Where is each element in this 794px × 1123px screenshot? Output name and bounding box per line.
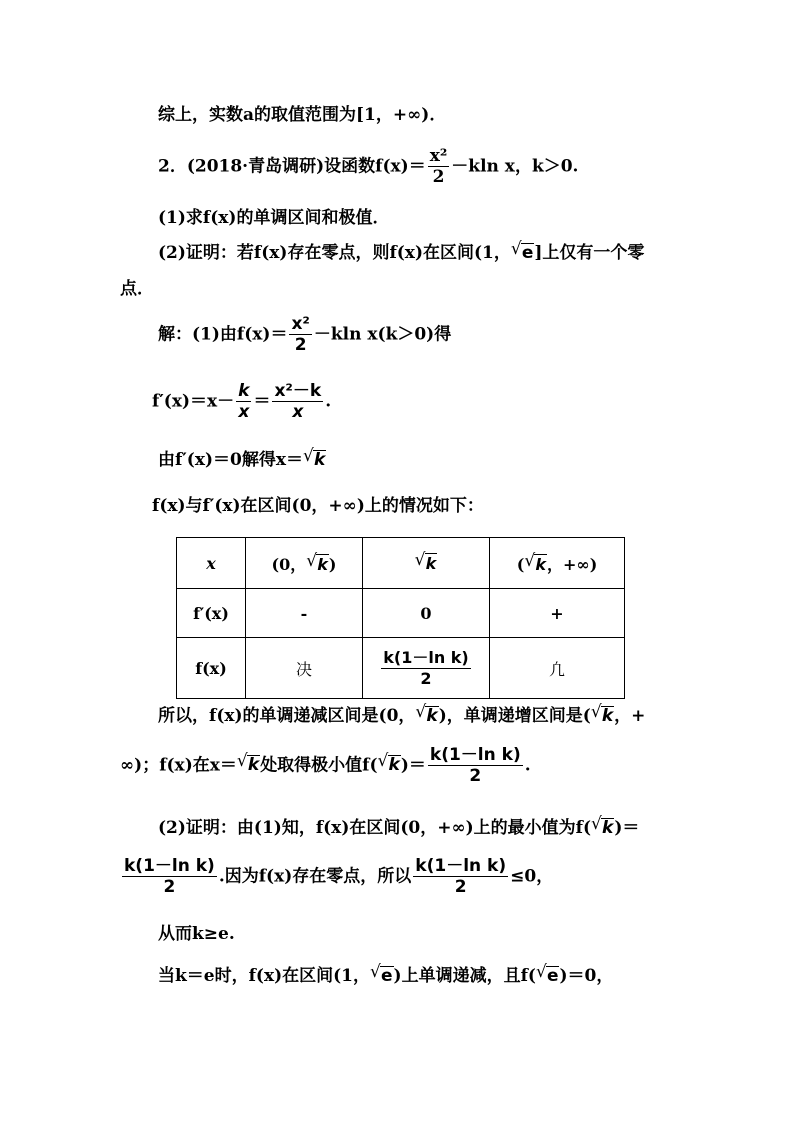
solution-5-radicand-2: k bbox=[601, 706, 614, 726]
solution-line-10 bbox=[158, 966, 613, 986]
solution-1-numerator: x² bbox=[291, 314, 310, 334]
table-header-interval-1-a: (0， bbox=[271, 554, 307, 574]
solution-line-2 bbox=[152, 381, 331, 423]
solution-1-part-a: 解：(1)由f(x)＝ bbox=[158, 324, 288, 345]
problem-2-tail: －kln x，k＞0. bbox=[451, 156, 579, 177]
table-header-interval-2 bbox=[490, 538, 625, 589]
problem-2-denominator: 2 bbox=[432, 167, 445, 188]
question-2-sqrt bbox=[512, 243, 535, 263]
solution-line-6 bbox=[120, 745, 531, 787]
table-increasing-symbol: 凢 bbox=[490, 638, 625, 699]
table-header-critical-point bbox=[363, 538, 490, 589]
solution-10-part-c: )＝0， bbox=[559, 966, 614, 986]
table-header-interval-2-a: ( bbox=[516, 554, 525, 574]
solution-8-part-a: .因为f(x)存在零点，所以 bbox=[218, 866, 412, 887]
table-header-row bbox=[177, 538, 625, 589]
solution-line-7 bbox=[158, 818, 639, 838]
table-header-interval-1-radicand: k bbox=[317, 554, 328, 574]
solution-10-radicand-2: e bbox=[546, 966, 559, 986]
problem-2-numerator: x² bbox=[429, 146, 448, 166]
problem-2-fraction bbox=[428, 146, 450, 188]
table-decreasing-symbol: 决 bbox=[246, 638, 363, 699]
solution-10-part-b: )上单调递减，且f( bbox=[393, 966, 536, 986]
solution-2-equals: ＝ bbox=[253, 391, 271, 412]
solution-8-fraction-2 bbox=[413, 856, 508, 898]
solution-7-sqrt bbox=[592, 818, 614, 838]
solution-2-end: . bbox=[325, 391, 332, 412]
table-minimum-fraction bbox=[381, 648, 471, 687]
table-function-label: f(x) bbox=[177, 638, 246, 699]
table-derivative-sign-2: + bbox=[490, 589, 625, 638]
table-minimum-numerator: k(1－ln k) bbox=[383, 648, 469, 668]
solution-line-4: f(x)与f′(x)在区间(0，+∞)上的情况如下： bbox=[152, 496, 484, 516]
table-function-row bbox=[177, 638, 625, 699]
question-2-part-a: (2)证明：若f(x)存在零点，则f(x)在区间(1， bbox=[158, 243, 511, 263]
solution-5-radicand-1: k bbox=[426, 706, 438, 726]
table-header-critical-radicand: k bbox=[425, 554, 437, 573]
table-header-critical-sqrt bbox=[416, 553, 438, 573]
solution-7-part-a: (2)证明：由(1)知，f(x)在区间(0，+∞)上的最小值为f( bbox=[158, 818, 592, 838]
solution-1-denominator: 2 bbox=[294, 335, 307, 356]
solution-7-radicand: k bbox=[602, 818, 614, 838]
question-2-radicand: e bbox=[521, 243, 534, 263]
solution-10-part-a: 当k＝e时，f(x)在区间(1， bbox=[158, 966, 371, 986]
table-minimum-value bbox=[363, 638, 490, 699]
solution-8-denominator-1: 2 bbox=[163, 877, 176, 898]
solution-2-fraction-1 bbox=[236, 381, 251, 423]
solution-2-part-a: f′(x)＝x－ bbox=[152, 391, 235, 412]
solution-8-denominator-2: 2 bbox=[454, 877, 467, 898]
solution-2-numerator-1: k bbox=[238, 381, 250, 401]
conclusion-line: 综上，实数a的取值范围为[1，+∞)． bbox=[158, 105, 447, 125]
solution-5-part-b: )，单调递增区间是( bbox=[438, 706, 591, 726]
solution-line-9: 从而k≥e. bbox=[158, 924, 235, 944]
solution-8-numerator-1: k(1－ln k) bbox=[124, 856, 215, 876]
solution-8-numerator-2: k(1－ln k) bbox=[415, 856, 507, 876]
table-header-interval-1-sqrt bbox=[307, 554, 329, 574]
table-derivative-row bbox=[177, 589, 625, 638]
solution-line-3 bbox=[158, 450, 326, 470]
solution-1-fraction bbox=[289, 314, 311, 356]
solution-1-part-b: －kln x(k＞0)得 bbox=[313, 324, 452, 345]
table-minimum-denominator: 2 bbox=[420, 668, 432, 688]
solution-6-fraction bbox=[428, 745, 523, 787]
solution-10-radicand-1: e bbox=[381, 966, 393, 986]
solution-3-part-a: 由f′(x)＝0解得x＝ bbox=[158, 450, 303, 470]
solution-6-radicand-2: k bbox=[388, 755, 400, 776]
table-header-interval-2-radicand: k bbox=[535, 554, 546, 574]
solution-6-end: . bbox=[524, 755, 531, 776]
solution-2-numerator-2: x²－k bbox=[274, 381, 322, 401]
sign-table bbox=[176, 537, 625, 699]
solution-3-sqrt bbox=[304, 450, 326, 470]
solution-6-sqrt-1 bbox=[238, 755, 260, 775]
solution-10-sqrt-2 bbox=[537, 966, 560, 986]
solution-10-sqrt-1 bbox=[371, 966, 394, 986]
problem-2-fx: f(x)＝ bbox=[375, 156, 426, 177]
table-derivative-label: f′(x) bbox=[177, 589, 246, 638]
table-header-interval-2-sqrt bbox=[525, 554, 547, 574]
solution-2-fraction-2 bbox=[272, 381, 323, 423]
solution-6-radicand-1: k bbox=[247, 755, 260, 776]
solution-8-part-b: ≤0， bbox=[510, 866, 554, 887]
problem-2-statement bbox=[158, 146, 578, 188]
solution-3-radicand: k bbox=[313, 450, 326, 470]
solution-6-sqrt-2 bbox=[379, 755, 401, 775]
question-2-part-b: ]上仅有一个零 bbox=[534, 243, 645, 263]
solution-6-part-a: ∞)；f(x)在x＝ bbox=[120, 755, 237, 776]
table-header-interval-1-b: ) bbox=[328, 554, 337, 574]
solution-5-sqrt-2 bbox=[592, 706, 614, 726]
table-derivative-zero: 0 bbox=[363, 589, 490, 638]
question-2 bbox=[158, 243, 644, 263]
solution-6-part-b: 处取得极小值f( bbox=[260, 755, 378, 776]
solution-8-fraction-1 bbox=[122, 856, 217, 898]
solution-line-8 bbox=[120, 856, 553, 898]
problem-2-prefix: 2．(2018·青岛调研)设函数 bbox=[158, 156, 376, 177]
solution-6-denominator: 2 bbox=[469, 766, 482, 787]
solution-2-denominator-2: x bbox=[292, 402, 304, 423]
solution-line-5 bbox=[158, 706, 645, 726]
solution-6-numerator: k(1－ln k) bbox=[429, 745, 521, 765]
solution-2-denominator-1: x bbox=[238, 402, 250, 423]
table-header-x: x bbox=[177, 538, 246, 589]
solution-line-1 bbox=[158, 314, 451, 356]
table-header-interval-1 bbox=[246, 538, 363, 589]
solution-5-part-a: 所以，f(x)的单调递减区间是(0， bbox=[158, 706, 416, 726]
table-derivative-sign-1: - bbox=[246, 589, 363, 638]
solution-7-part-b: )＝ bbox=[614, 818, 640, 838]
solution-5-sqrt-1 bbox=[416, 706, 438, 726]
solution-5-part-c: ，+ bbox=[614, 706, 646, 726]
question-2-continued: 点． bbox=[120, 279, 154, 299]
solution-6-part-c: )＝ bbox=[400, 755, 426, 776]
table-header-interval-2-b: ，+∞) bbox=[546, 554, 598, 574]
question-1: (1)求f(x)的单调区间和极值． bbox=[158, 208, 390, 228]
